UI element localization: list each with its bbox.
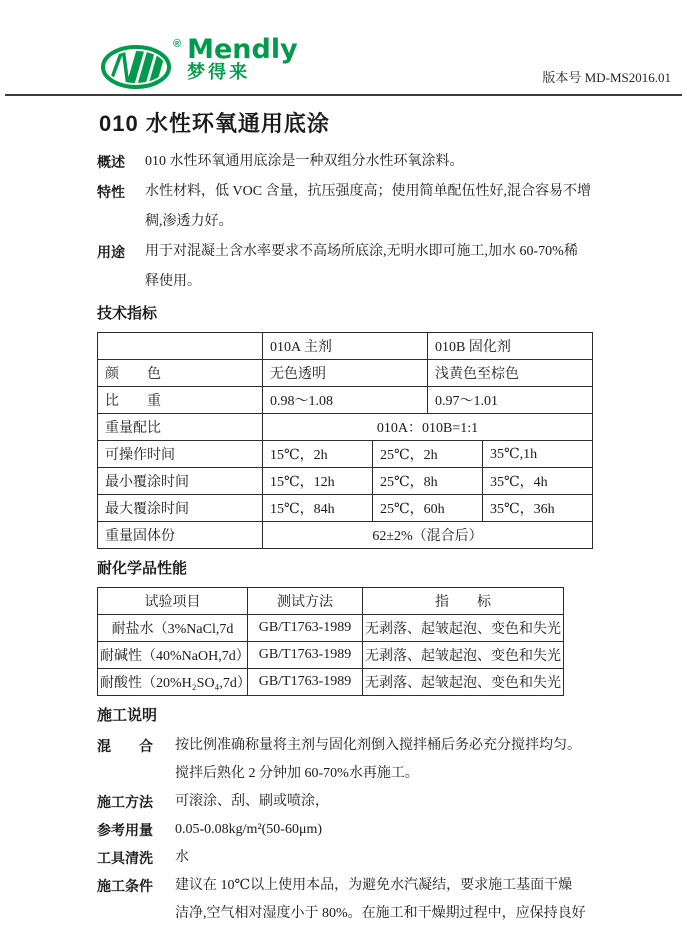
- cleaning-line: 水: [175, 850, 189, 865]
- usage-line: 用于对混凝土含水率要求不高场所底涂,无明水即可施工,加水 60-70%稀: [145, 244, 578, 259]
- chem-cell: GB/T1763-1989: [248, 615, 363, 642]
- brand-name-en: Mendly: [187, 34, 298, 65]
- table-row: [98, 333, 593, 360]
- cleaning-label: 工具清洗: [97, 850, 153, 866]
- tech-cell: 重量配比: [98, 414, 263, 441]
- method-label: 施工方法: [97, 794, 153, 810]
- chem-cell: 耐碱性（40%NaOH,7d）: [98, 642, 248, 669]
- tech-cell: 最大覆涂时间: [98, 495, 263, 522]
- tech-cell: 最小覆涂时间: [98, 468, 263, 495]
- tech-cell: 可操作时间: [98, 441, 263, 468]
- cleaning-row: [97, 844, 612, 872]
- tech-section-title: 技术指标: [97, 305, 158, 322]
- chem-cell: 无剥落、起皱起泡、变色和失光: [363, 669, 564, 696]
- usage-text: [145, 237, 612, 297]
- tech-cell: 0.97～1.01: [428, 387, 593, 414]
- header-divider: [5, 94, 682, 96]
- tech-cell: 15℃，2h: [263, 441, 373, 468]
- conditions-line: 洁净,空气相对湿度小于 80%。在施工和干燥期过程中，应保持良好: [175, 906, 586, 921]
- mixing-label: 混 合: [97, 738, 153, 754]
- chem-cell: 耐盐水（3%NaCl,7d: [98, 615, 248, 642]
- usage-label: 用途: [97, 244, 125, 260]
- usage-line: 释使用。: [145, 274, 201, 289]
- table-row: [98, 588, 564, 615]
- chem-header: 测试方法: [248, 588, 363, 615]
- tech-cell: 62±2%（混合后）: [263, 522, 593, 549]
- overview-text: [145, 147, 612, 177]
- page-header: [0, 0, 687, 96]
- table-row: [98, 387, 593, 414]
- features-label: 特性: [97, 184, 125, 200]
- cleaning-text: [175, 844, 612, 872]
- registered-trademark-icon: ®: [173, 38, 182, 50]
- mixing-line: 搅拌后熟化 2 分钟加 60-70%水再施工。: [175, 766, 419, 781]
- brand-wordmark: [187, 36, 298, 82]
- table-row: [98, 615, 564, 642]
- chem-cell: 无剥落、起皱起泡、变色和失光: [363, 615, 564, 642]
- brand-name-cn: 梦得来: [187, 62, 251, 83]
- brand-logo: [99, 34, 298, 90]
- conditions-line: 建议在 10℃以上使用本品，为避免水汽凝结，要求施工基面干燥: [175, 878, 573, 893]
- document-body: [97, 107, 612, 928]
- tech-cell: 重量固体份: [98, 522, 263, 549]
- tech-cell: 010B 固化剂: [428, 333, 593, 360]
- features-line: 稠,渗透力好。: [145, 214, 233, 229]
- features-line: 水性材料，低 VOC 含量，抗压强度高；使用简单配伍性好,混合容易不增: [145, 184, 592, 199]
- features-row: [97, 177, 612, 237]
- tech-table: [97, 332, 593, 549]
- mixing-row: [97, 732, 612, 788]
- chem-cell: 无剥落、起皱起泡、变色和失光: [363, 642, 564, 669]
- conditions-row: [97, 872, 612, 928]
- mendly-logo-icon: [99, 44, 177, 90]
- mixing-line: 按比例准确称量将主剂与固化剂倒入搅拌桶后务必充分搅拌均匀。: [175, 738, 581, 753]
- table-row: [98, 522, 593, 549]
- table-row: [98, 669, 564, 696]
- overview-line: 010 水性环氧通用底涂是一种双组分水性环氧涂料。: [145, 154, 464, 169]
- features-text: [145, 177, 612, 237]
- table-row: [98, 642, 564, 669]
- version-number: 版本号 MD-MS2016.01: [542, 70, 671, 85]
- tech-cell: 浅黄色至棕色: [428, 360, 593, 387]
- coverage-text: [175, 816, 612, 844]
- tech-cell: 25℃，60h: [373, 495, 483, 522]
- overview-row: [97, 147, 612, 177]
- tech-cell: 35℃，4h: [483, 468, 593, 495]
- chem-header: 指 标: [363, 588, 564, 615]
- method-text: [175, 788, 612, 816]
- conditions-label: 施工条件: [97, 878, 153, 894]
- tech-cell: [98, 333, 263, 360]
- table-row: [98, 414, 593, 441]
- coverage-row: [97, 816, 612, 844]
- tech-cell: 010A 主剂: [263, 333, 428, 360]
- table-row: [98, 360, 593, 387]
- tech-cell: 0.98～1.08: [263, 387, 428, 414]
- tech-cell: 无色透明: [263, 360, 428, 387]
- chem-header: 试验项目: [98, 588, 248, 615]
- table-row: [98, 495, 593, 522]
- usage-row: [97, 237, 612, 297]
- tech-cell: 25℃，8h: [373, 468, 483, 495]
- tech-cell: 25℃，2h: [373, 441, 483, 468]
- conditions-text: [175, 872, 612, 928]
- method-line: 可滚涂、刮、刷或喷涂，: [175, 794, 329, 809]
- chem-cell: GB/T1763-1989: [248, 669, 363, 696]
- chem-section-title: 耐化学品性能: [97, 560, 188, 577]
- table-row: [98, 441, 593, 468]
- chem-cell: 耐酸性（20%H₂SO₄,7d）: [98, 669, 248, 696]
- tech-cell: 15℃，12h: [263, 468, 373, 495]
- overview-label: 概述: [97, 154, 125, 170]
- table-row: [98, 468, 593, 495]
- tech-cell: 颜 色: [98, 360, 263, 387]
- page-title: 010 水性环氧通用底涂: [99, 111, 330, 136]
- method-row: [97, 788, 612, 816]
- coverage-line: 0.05-0.08kg/m²(50-60μm): [175, 822, 323, 837]
- tech-cell: 35℃,1h: [483, 441, 593, 468]
- chem-table: [97, 587, 564, 696]
- tech-cell: 010A：010B=1:1: [263, 414, 593, 441]
- tech-cell: 15℃，84h: [263, 495, 373, 522]
- construction-section-title: 施工说明: [97, 707, 158, 724]
- coverage-label: 参考用量: [97, 822, 153, 838]
- tech-cell: 35℃，36h: [483, 495, 593, 522]
- chem-cell: GB/T1763-1989: [248, 642, 363, 669]
- mixing-text: [175, 732, 612, 788]
- tech-cell: 比 重: [98, 387, 263, 414]
